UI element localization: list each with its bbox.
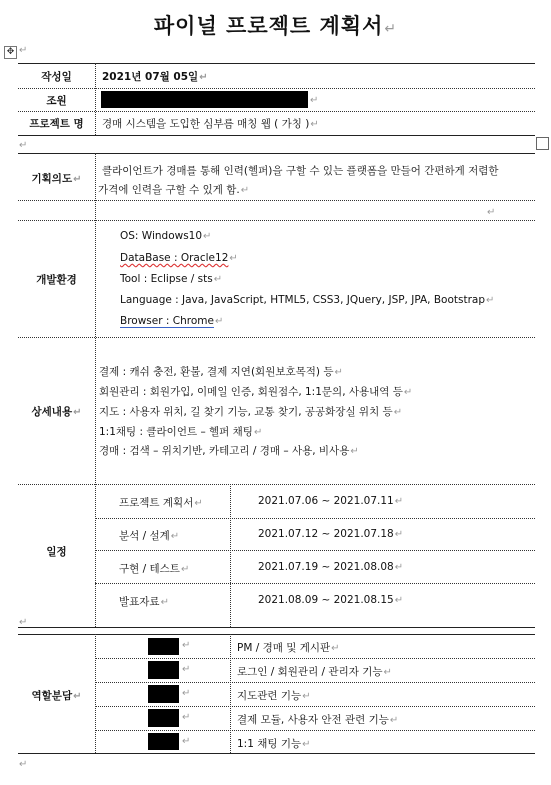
detail-member: 회원관리 : 회원가입, 이메일 인증, 회원점수, 1:1문의, 사용내역 등↵ [99,386,413,398]
redacted-member-name [148,661,179,679]
env-database: DataBase : Oracle12↵ [120,252,238,264]
column-divider [95,63,96,135]
planning-label: 기획의도↵ [31,173,82,185]
schedule-period: 2021.07.12 ~ 2021.07.18↵ [258,528,404,540]
column-divider [230,484,231,627]
table-border-bottom [18,753,535,754]
paragraph-mark-icon: ↵ [310,95,319,106]
schedule-period: 2021.08.09 ~ 2021.08.15↵ [258,594,404,606]
schedule-task: 구현 / 테스트↵ [119,563,190,575]
env-tool: Tool : Eclipse / sts↵ [120,273,223,285]
schedule-task: 발표자료↵ [119,596,169,608]
role-item: 1:1 채팅 기능↵ [237,738,311,750]
table-border-bottom [18,627,535,628]
paragraph-mark-icon: ↵ [182,640,191,651]
detail-payment: 결제 : 캐쉬 충전, 환불, 결제 지연(회원보호목적) 등↵ [99,366,343,378]
paragraph-mark-icon: ↵ [19,759,28,770]
row-divider [95,583,535,584]
schedule-label: 일정 [46,546,67,558]
row-divider [95,730,535,731]
row-divider [18,220,535,221]
project-value: 경매 시스템을 도입한 심부름 매칭 웹 ( 가칭 )↵ [102,118,319,130]
row-divider [18,484,535,485]
env-os: OS: Windows10↵ [120,230,212,242]
schedule-task: 프로젝트 계획서↵ [119,497,203,509]
date-label: 작성일 [41,71,72,83]
row-divider [95,518,535,519]
row-divider [95,706,535,707]
date-value: 2021년 07월 05일↵ [102,71,208,83]
page-title [0,10,551,40]
table-border-bottom [18,135,535,136]
details-label: 상세내용↵ [31,406,82,418]
redacted-member-name [148,685,179,703]
member-label: 조원 [46,95,67,107]
column-divider [95,634,96,753]
schedule-task: 분석 / 설계↵ [119,530,180,542]
paragraph-mark-icon: ↵ [182,712,191,723]
planning-line-1: 클라이언트가 경매를 통해 인력(헬퍼)을 구할 수 있는 플랫폼을 만들어 간편하게 저렴한 [102,165,499,177]
row-divider [18,200,535,201]
redacted-member-name [148,638,179,655]
env-language: Language : Java, JavaScript, HTML5, CSS3, JQuery, JSP, JPA, Bootstrap↵ [120,294,495,306]
redacted-member-name [148,709,179,727]
paragraph-mark-icon: ↵ [182,688,191,699]
row-divider [95,550,535,551]
redacted-member-name [148,733,179,750]
paragraph-mark-icon: ↵ [384,21,398,37]
role-item: 로그인 / 회원관리 / 관리자 기능↵ [237,666,392,678]
planning-line-2: 가격에 인력을 구할 수 있게 함.↵ [98,184,250,196]
detail-map: 지도 : 사용자 위치, 길 찾기 기능, 교통 찾기, 공공화장실 위치 등↵ [99,406,403,418]
table-resize-handle-icon[interactable] [536,137,549,150]
role-item: 지도관련 기능↵ [237,690,311,702]
paragraph-mark-icon: ↵ [19,45,28,56]
column-divider [230,634,231,753]
project-label: 프로젝트 명 [29,118,84,130]
roles-label: 역할분담↵ [31,690,82,702]
title-text: 파이널 프로젝트 계획서 [153,14,384,38]
schedule-period: 2021.07.19 ~ 2021.08.08↵ [258,561,404,573]
detail-chat: 1:1채팅 : 클라이언트 – 헬퍼 채팅↵ [99,426,263,438]
row-divider [95,658,535,659]
row-divider [95,682,535,683]
role-item: PM / 경매 및 게시판↵ [237,642,340,654]
paragraph-mark-icon: ↵ [19,140,28,151]
role-item: 결제 모듈, 사용자 안전 관련 기능↵ [237,714,399,726]
detail-auction: 경매 : 검색 – 위치기반, 카테고리 / 경매 – 사용, 비사용↵ [99,445,359,457]
environment-label: 개발환경 [36,274,77,286]
column-divider [95,153,96,627]
env-browser: Browser : Chrome↵ [120,315,224,327]
paragraph-mark-icon: ↵ [487,207,496,218]
paragraph-mark-icon: ↵ [182,736,191,747]
paragraph-mark-icon: ↵ [19,617,28,628]
redacted-member-names [101,91,308,108]
schedule-period: 2021.07.06 ~ 2021.07.11↵ [258,495,404,507]
row-divider [18,337,535,338]
paragraph-mark-icon: ↵ [182,664,191,675]
move-handle-icon[interactable]: ✥ [4,46,17,59]
